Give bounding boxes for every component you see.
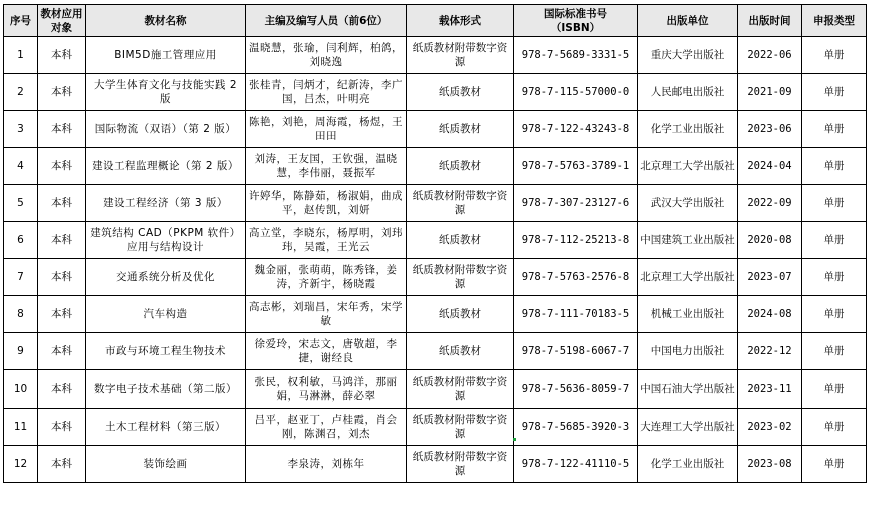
header-format: 载体形式	[407, 5, 514, 37]
cell-format: 纸质教材	[407, 111, 514, 148]
cell-target: 本科	[38, 37, 86, 74]
cell-seq: 3	[4, 111, 38, 148]
cell-authors: 高志彬，刘瑞昌，宋年秀，宋学敏	[246, 296, 407, 333]
cell-seq: 1	[4, 37, 38, 74]
table-row	[4, 446, 867, 483]
cell-date: 2021-09	[738, 74, 802, 111]
cell-marker	[513, 438, 516, 441]
cell-authors: 李泉涛，刘栋年	[246, 446, 407, 483]
cell-name: 大学生体育文化与技能实践 2 版	[86, 74, 246, 111]
cell-type: 单册	[802, 446, 867, 483]
cell-seq: 2	[4, 74, 38, 111]
cell-publisher: 机械工业出版社	[638, 296, 738, 333]
cell-name: 土木工程材料（第三版）	[86, 409, 246, 446]
textbook-table	[3, 4, 867, 483]
cell-type: 单册	[802, 148, 867, 185]
cell-type: 单册	[802, 409, 867, 446]
table-row	[4, 74, 867, 111]
cell-isbn: 978-7-112-25213-8	[514, 222, 638, 259]
cell-publisher: 中国石油大学出版社	[638, 370, 738, 409]
cell-target: 本科	[38, 185, 86, 222]
cell-authors: 许婷华，陈静茹，杨淑娟，曲成平，赵传凯，刘妍	[246, 185, 407, 222]
cell-target: 本科	[38, 409, 86, 446]
cell-target: 本科	[38, 222, 86, 259]
cell-target: 本科	[38, 74, 86, 111]
cell-date: 2024-08	[738, 296, 802, 333]
cell-type: 单册	[802, 74, 867, 111]
cell-format: 纸质教材附带数字资源	[407, 370, 514, 409]
cell-seq: 7	[4, 259, 38, 296]
cell-type: 单册	[802, 37, 867, 74]
cell-format: 纸质教材附带数字资源	[407, 409, 514, 446]
cell-authors: 魏金丽，张萌萌，陈秀锋，姜涛，齐新宇，杨晓霞	[246, 259, 407, 296]
cell-isbn: 978-7-122-43243-8	[514, 111, 638, 148]
cell-name: 建设工程监理概论（第 2 版）	[86, 148, 246, 185]
cell-seq: 6	[4, 222, 38, 259]
cell-date: 2023-06	[738, 111, 802, 148]
cell-format: 纸质教材	[407, 333, 514, 370]
table-row	[4, 259, 867, 296]
cell-format: 纸质教材	[407, 296, 514, 333]
cell-type: 单册	[802, 185, 867, 222]
cell-seq: 8	[4, 296, 38, 333]
cell-seq: 5	[4, 185, 38, 222]
cell-isbn: 978-7-5763-3789-1	[514, 148, 638, 185]
cell-date: 2023-07	[738, 259, 802, 296]
cell-type: 单册	[802, 370, 867, 409]
cell-name: 建筑结构 CAD（PKPM 软件）应用与结构设计	[86, 222, 246, 259]
cell-seq: 11	[4, 409, 38, 446]
cell-seq: 9	[4, 333, 38, 370]
cell-publisher: 武汉大学出版社	[638, 185, 738, 222]
cell-authors: 张民，权利敏，马鸿洋，那丽娟，马淋淋，薛必翠	[246, 370, 407, 409]
cell-name: 交通系统分析及优化	[86, 259, 246, 296]
header-target: 教材应用对象	[38, 5, 86, 37]
header-authors: 主编及编写人员（前6位）	[246, 5, 407, 37]
cell-isbn: 978-7-111-70183-5	[514, 296, 638, 333]
cell-isbn: 978-7-307-23127-6	[514, 185, 638, 222]
cell-type: 单册	[802, 333, 867, 370]
cell-format: 纸质教材	[407, 222, 514, 259]
cell-target: 本科	[38, 259, 86, 296]
header-isbn-line1: 国际标准书号	[544, 7, 607, 20]
cell-seq: 10	[4, 370, 38, 409]
cell-format: 纸质教材附带数字资源	[407, 259, 514, 296]
cell-format: 纸质教材	[407, 148, 514, 185]
cell-publisher: 化学工业出版社	[638, 446, 738, 483]
table-row	[4, 37, 867, 74]
header-isbn	[514, 5, 638, 37]
table-row	[4, 185, 867, 222]
cell-publisher: 重庆大学出版社	[638, 37, 738, 74]
cell-isbn: 978-7-5198-6067-7	[514, 333, 638, 370]
table-row	[4, 333, 867, 370]
cell-name: BIM5D施工管理应用	[86, 37, 246, 74]
cell-type: 单册	[802, 222, 867, 259]
cell-date: 2023-08	[738, 446, 802, 483]
cell-seq: 4	[4, 148, 38, 185]
cell-publisher: 北京理工大学出版社	[638, 148, 738, 185]
cell-name: 装饰绘画	[86, 446, 246, 483]
table-row	[4, 222, 867, 259]
cell-type: 单册	[802, 111, 867, 148]
cell-name: 数字电子技术基础（第二版）	[86, 370, 246, 409]
cell-publisher: 北京理工大学出版社	[638, 259, 738, 296]
cell-format: 纸质教材附带数字资源	[407, 446, 514, 483]
table-row	[4, 296, 867, 333]
cell-target: 本科	[38, 333, 86, 370]
cell-authors: 徐爱玲，宋志文，唐敬超，李捷，谢经良	[246, 333, 407, 370]
cell-publisher: 中国电力出版社	[638, 333, 738, 370]
cell-name: 汽车构造	[86, 296, 246, 333]
cell-date: 2023-02	[738, 409, 802, 446]
cell-date: 2024-04	[738, 148, 802, 185]
header-publisher: 出版单位	[638, 5, 738, 37]
cell-isbn: 978-7-115-57000-0	[514, 74, 638, 111]
cell-publisher: 大连理工大学出版社	[638, 409, 738, 446]
cell-publisher: 化学工业出版社	[638, 111, 738, 148]
cell-date: 2022-12	[738, 333, 802, 370]
header-type: 申报类型	[802, 5, 867, 37]
cell-authors: 温晓慧，张瑜，闫利辉，柏鸽，刘晓逸	[246, 37, 407, 74]
table-row	[4, 111, 867, 148]
cell-format: 纸质教材	[407, 74, 514, 111]
table-header-row	[4, 5, 867, 37]
cell-date: 2020-08	[738, 222, 802, 259]
header-name: 教材名称	[86, 5, 246, 37]
cell-name: 市政与环境工程生物技术	[86, 333, 246, 370]
cell-authors: 陈艳，刘艳，周海霞，杨煜，王田田	[246, 111, 407, 148]
cell-format: 纸质教材附带数字资源	[407, 37, 514, 74]
cell-name: 建设工程经济（第 3 版）	[86, 185, 246, 222]
header-date: 出版时间	[738, 5, 802, 37]
cell-target: 本科	[38, 370, 86, 409]
cell-format: 纸质教材附带数字资源	[407, 185, 514, 222]
table-row	[4, 148, 867, 185]
cell-isbn: 978-7-5689-3331-5	[514, 37, 638, 74]
cell-target: 本科	[38, 296, 86, 333]
cell-date: 2022-06	[738, 37, 802, 74]
cell-isbn: 978-7-5763-2576-8	[514, 259, 638, 296]
cell-seq: 12	[4, 446, 38, 483]
cell-type: 单册	[802, 259, 867, 296]
header-isbn-line2: （ISBN）	[550, 21, 601, 34]
cell-target: 本科	[38, 446, 86, 483]
table-body	[4, 37, 867, 483]
cell-authors: 高立堂，李晓东，杨厚明，刘玮玮，吴霞，王光云	[246, 222, 407, 259]
cell-authors: 吕平，赵亚丁，卢桂霞，肖会刚，陈渊召，刘杰	[246, 409, 407, 446]
cell-date: 2022-09	[738, 185, 802, 222]
cell-type: 单册	[802, 296, 867, 333]
cell-target: 本科	[38, 111, 86, 148]
cell-target: 本科	[38, 148, 86, 185]
cell-isbn: 978-7-122-41110-5	[514, 446, 638, 483]
header-seq: 序号	[4, 5, 38, 37]
table-row	[4, 370, 867, 409]
cell-authors: 刘涛，王友国，王钦强，温晓慧，李伟丽，聂振军	[246, 148, 407, 185]
cell-name: 国际物流（双语）（第 2 版）	[86, 111, 246, 148]
table-row	[4, 409, 867, 446]
cell-isbn: 978-7-5685-3920-3	[514, 409, 638, 446]
cell-date: 2023-11	[738, 370, 802, 409]
cell-isbn: 978-7-5636-8059-7	[514, 370, 638, 409]
cell-publisher: 中国建筑工业出版社	[638, 222, 738, 259]
cell-publisher: 人民邮电出版社	[638, 74, 738, 111]
cell-authors: 张桂青，闫炳才，纪新涛，李广国，吕杰，叶明亮	[246, 74, 407, 111]
